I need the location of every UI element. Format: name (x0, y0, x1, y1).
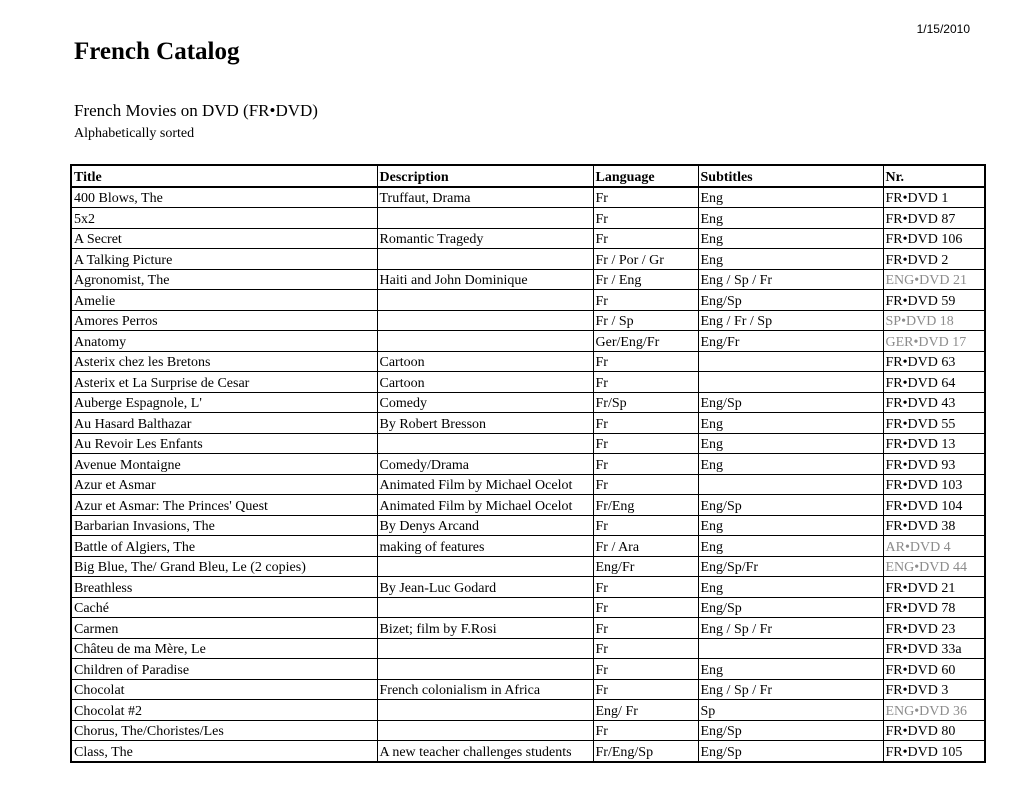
cell-nr: FR•DVD 43 (883, 392, 985, 413)
table-body (71, 187, 985, 762)
cell-nr: FR•DVD 87 (883, 208, 985, 229)
cell-language: Fr (593, 659, 698, 680)
catalog-table (70, 164, 986, 763)
cell-language: Fr / Sp (593, 310, 698, 331)
cell-nr: ENG•DVD 21 (883, 269, 985, 290)
cell-subtitles: Eng (698, 433, 883, 454)
cell-title: Auberge Espagnole, L' (71, 392, 377, 413)
cell-subtitles: Eng (698, 208, 883, 229)
table-row (71, 228, 985, 249)
column-header-subtitles: Subtitles (698, 165, 883, 187)
cell-language: Fr (593, 290, 698, 311)
cell-description: Romantic Tragedy (377, 228, 593, 249)
cell-description: Comedy (377, 392, 593, 413)
cell-description (377, 310, 593, 331)
page-title: French Catalog (74, 38, 240, 65)
cell-language: Fr/Eng (593, 495, 698, 516)
cell-description (377, 331, 593, 352)
section-subtitle: French Movies on DVD (FR•DVD) (74, 101, 318, 120)
cell-language: Fr (593, 454, 698, 475)
cell-subtitles: Eng / Fr / Sp (698, 310, 883, 331)
cell-nr: FR•DVD 13 (883, 433, 985, 454)
cell-language: Fr (593, 433, 698, 454)
cell-title: Amores Perros (71, 310, 377, 331)
cell-nr: FR•DVD 106 (883, 228, 985, 249)
cell-subtitles: Eng/Sp (698, 741, 883, 762)
cell-language: Fr (593, 515, 698, 536)
table-row (71, 556, 985, 577)
cell-subtitles: Eng (698, 659, 883, 680)
cell-description: Animated Film by Michael Ocelot (377, 474, 593, 495)
cell-description (377, 290, 593, 311)
cell-nr: FR•DVD 33a (883, 638, 985, 659)
table-row (71, 536, 985, 557)
table-row (71, 474, 985, 495)
cell-description: Bizet; film by F.Rosi (377, 618, 593, 639)
table-row (71, 433, 985, 454)
cell-subtitles: Eng (698, 249, 883, 270)
cell-language: Fr (593, 577, 698, 598)
cell-language: Fr / Por / Gr (593, 249, 698, 270)
cell-subtitles: Eng (698, 515, 883, 536)
cell-subtitles (698, 474, 883, 495)
table-row (71, 187, 985, 208)
cell-subtitles: Eng/Sp (698, 597, 883, 618)
cell-language: Fr (593, 618, 698, 639)
column-header-description: Description (377, 165, 593, 187)
cell-language: Fr / Eng (593, 269, 698, 290)
cell-subtitles: Eng (698, 577, 883, 598)
cell-language: Fr (593, 720, 698, 741)
table-row (71, 659, 985, 680)
column-header-language: Language (593, 165, 698, 187)
cell-description: Comedy/Drama (377, 454, 593, 475)
cell-subtitles (698, 638, 883, 659)
cell-subtitles: Eng (698, 187, 883, 208)
column-header-nr: Nr. (883, 165, 985, 187)
table-row (71, 372, 985, 393)
cell-description (377, 597, 593, 618)
cell-title: 5x2 (71, 208, 377, 229)
table-row (71, 720, 985, 741)
cell-nr: FR•DVD 103 (883, 474, 985, 495)
cell-nr: FR•DVD 3 (883, 679, 985, 700)
cell-title: Au Revoir Les Enfants (71, 433, 377, 454)
cell-subtitles: Eng / Sp / Fr (698, 269, 883, 290)
cell-description: Truffaut, Drama (377, 187, 593, 208)
cell-nr: FR•DVD 55 (883, 413, 985, 434)
cell-title: Amelie (71, 290, 377, 311)
cell-description: By Denys Arcand (377, 515, 593, 536)
cell-title: Chocolat #2 (71, 700, 377, 721)
table-row (71, 618, 985, 639)
cell-language: Eng/Fr (593, 556, 698, 577)
cell-language: Fr (593, 351, 698, 372)
cell-language: Fr/Sp (593, 392, 698, 413)
cell-subtitles (698, 351, 883, 372)
cell-description (377, 433, 593, 454)
table-row (71, 577, 985, 598)
cell-title: Asterix chez les Bretons (71, 351, 377, 372)
cell-title: Chorus, The/Choristes/Les (71, 720, 377, 741)
table-header-row (71, 165, 985, 187)
cell-title: Asterix et La Surprise de Cesar (71, 372, 377, 393)
table-row (71, 495, 985, 516)
cell-nr: FR•DVD 63 (883, 351, 985, 372)
table-row (71, 638, 985, 659)
cell-subtitles: Eng (698, 413, 883, 434)
cell-nr: FR•DVD 93 (883, 454, 985, 475)
cell-nr: ENG•DVD 36 (883, 700, 985, 721)
cell-subtitles: Eng/Sp (698, 392, 883, 413)
cell-title: Azur et Asmar (71, 474, 377, 495)
cell-subtitles: Eng / Sp / Fr (698, 679, 883, 700)
cell-description: By Jean-Luc Godard (377, 577, 593, 598)
cell-title: Children of Paradise (71, 659, 377, 680)
cell-title: Carmen (71, 618, 377, 639)
cell-title: Class, The (71, 741, 377, 762)
cell-title: Chocolat (71, 679, 377, 700)
cell-title: 400 Blows, The (71, 187, 377, 208)
table-row (71, 741, 985, 762)
cell-title: Breathless (71, 577, 377, 598)
column-header-title: Title (71, 165, 377, 187)
cell-description: Cartoon (377, 372, 593, 393)
cell-subtitles: Eng (698, 228, 883, 249)
cell-title: Anatomy (71, 331, 377, 352)
cell-language: Fr (593, 228, 698, 249)
cell-nr: FR•DVD 60 (883, 659, 985, 680)
table-row (71, 392, 985, 413)
cell-subtitles: Eng/Sp (698, 290, 883, 311)
cell-language: Fr (593, 638, 698, 659)
cell-subtitles: Sp (698, 700, 883, 721)
cell-nr: FR•DVD 23 (883, 618, 985, 639)
table-row (71, 679, 985, 700)
cell-description: making of features (377, 536, 593, 557)
cell-description: Cartoon (377, 351, 593, 372)
cell-nr: AR•DVD 4 (883, 536, 985, 557)
cell-description (377, 638, 593, 659)
table-row (71, 515, 985, 536)
cell-language: Fr / Ara (593, 536, 698, 557)
cell-subtitles: Eng/Sp (698, 495, 883, 516)
cell-description (377, 720, 593, 741)
print-date: 1/15/2010 (916, 22, 970, 36)
cell-language: Ger/Eng/Fr (593, 331, 698, 352)
cell-description: By Robert Bresson (377, 413, 593, 434)
cell-title: Battle of Algiers, The (71, 536, 377, 557)
table-row (71, 310, 985, 331)
cell-nr: FR•DVD 80 (883, 720, 985, 741)
table-row (71, 290, 985, 311)
cell-nr: FR•DVD 64 (883, 372, 985, 393)
cell-language: Eng/ Fr (593, 700, 698, 721)
cell-description: Haiti and John Dominique (377, 269, 593, 290)
cell-description: French colonialism in Africa (377, 679, 593, 700)
table-row (71, 208, 985, 229)
cell-language: Fr (593, 372, 698, 393)
cell-subtitles: Eng (698, 454, 883, 475)
cell-subtitles: Eng/Fr (698, 331, 883, 352)
cell-nr: SP•DVD 18 (883, 310, 985, 331)
table-row (71, 331, 985, 352)
cell-description: Animated Film by Michael Ocelot (377, 495, 593, 516)
cell-nr: FR•DVD 59 (883, 290, 985, 311)
sort-note: Alphabetically sorted (74, 126, 195, 141)
cell-title: Barbarian Invasions, The (71, 515, 377, 536)
cell-description (377, 556, 593, 577)
cell-title: Agronomist, The (71, 269, 377, 290)
cell-nr: FR•DVD 1 (883, 187, 985, 208)
cell-language: Fr (593, 187, 698, 208)
cell-language: Fr (593, 208, 698, 229)
cell-description: A new teacher challenges students (377, 741, 593, 762)
cell-nr: FR•DVD 104 (883, 495, 985, 516)
cell-subtitles: Eng / Sp / Fr (698, 618, 883, 639)
cell-title: Châteu de ma Mère, Le (71, 638, 377, 659)
cell-subtitles: Eng (698, 536, 883, 557)
cell-nr: FR•DVD 38 (883, 515, 985, 536)
cell-title: Big Blue, The/ Grand Bleu, Le (2 copies) (71, 556, 377, 577)
cell-subtitles: Eng/Sp (698, 720, 883, 741)
cell-description (377, 700, 593, 721)
cell-nr: GER•DVD 17 (883, 331, 985, 352)
cell-nr: FR•DVD 2 (883, 249, 985, 270)
cell-subtitles: Eng/Sp/Fr (698, 556, 883, 577)
cell-title: Azur et Asmar: The Princes' Quest (71, 495, 377, 516)
table-row (71, 351, 985, 372)
cell-title: Au Hasard Balthazar (71, 413, 377, 434)
cell-nr: FR•DVD 105 (883, 741, 985, 762)
table-row (71, 597, 985, 618)
cell-title: Caché (71, 597, 377, 618)
table-row (71, 413, 985, 434)
cell-description (377, 659, 593, 680)
cell-language: Fr/Eng/Sp (593, 741, 698, 762)
table-row (71, 700, 985, 721)
cell-description (377, 208, 593, 229)
cell-nr: FR•DVD 78 (883, 597, 985, 618)
cell-nr: ENG•DVD 44 (883, 556, 985, 577)
cell-language: Fr (593, 597, 698, 618)
cell-title: Avenue Montaigne (71, 454, 377, 475)
cell-subtitles (698, 372, 883, 393)
cell-description (377, 249, 593, 270)
cell-title: A Talking Picture (71, 249, 377, 270)
cell-title: A Secret (71, 228, 377, 249)
table-row (71, 454, 985, 475)
cell-language: Fr (593, 413, 698, 434)
table-row (71, 269, 985, 290)
table-row (71, 249, 985, 270)
cell-nr: FR•DVD 21 (883, 577, 985, 598)
cell-language: Fr (593, 474, 698, 495)
cell-language: Fr (593, 679, 698, 700)
